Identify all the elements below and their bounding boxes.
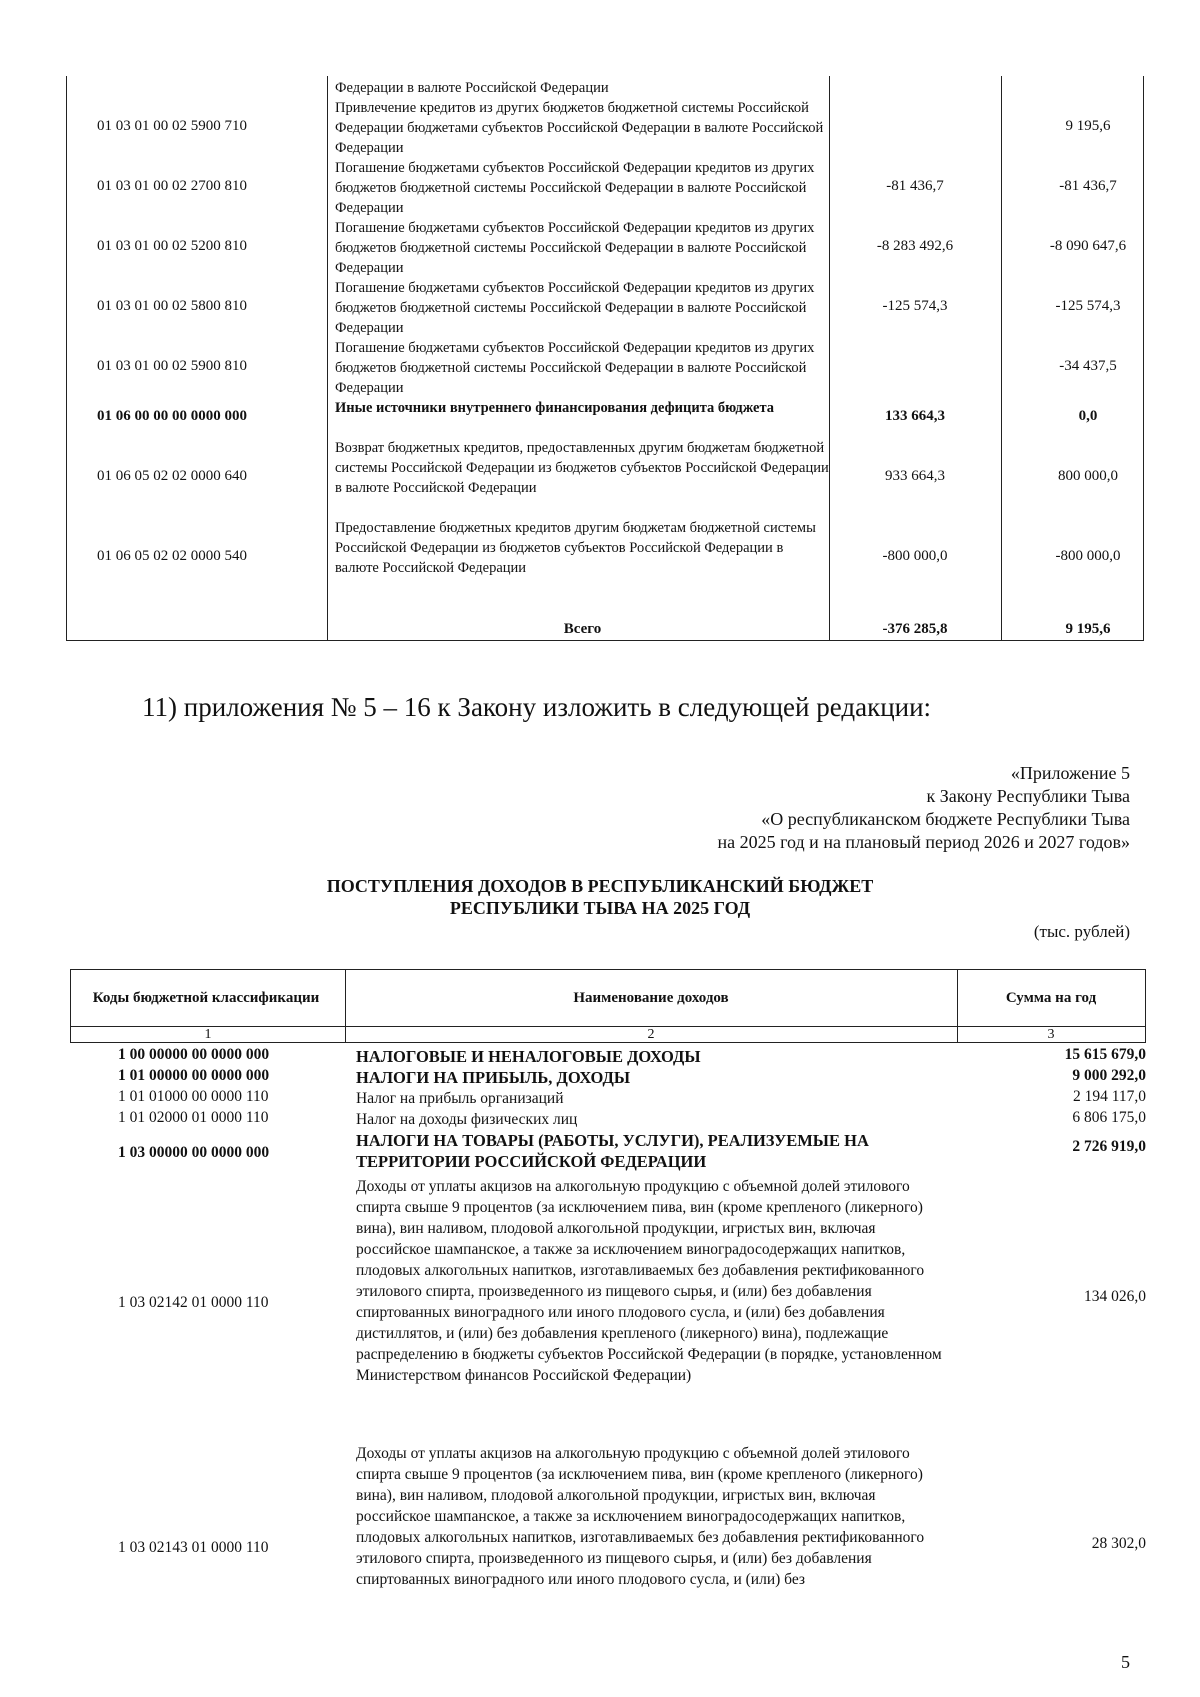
column-number: 2: [647, 1027, 655, 1042]
page-number: 5: [1121, 1652, 1130, 1672]
row-name: Иные источники внутреннего финансирования дефицита бюджета: [335, 400, 775, 416]
row-name: Погашение бюджетами субъектов Российской Федерации кредитов из других бюджетов бюджетной системы Российской Федерации в валюте Российской Федерации: [335, 280, 815, 336]
document-title: ПОСТУПЛЕНИЯ ДОХОДОВ В РЕСПУБЛИКАНСКИЙ БЮДЖЕТ: [326, 876, 874, 896]
row-name: Возврат бюджетных кредитов, предоставленных другим бюджетам бюджетной системы Российской Федерации из бюджетов субъектов Российской Федерации в валюте Российской Федерации: [335, 440, 829, 496]
table-row: [67, 158, 1143, 218]
row-value-2025: -34 437,5: [1059, 358, 1117, 374]
row-code: 1 01 02000 01 0000 110: [118, 1109, 269, 1126]
row-code: 1 00 00000 00 0000 000: [118, 1046, 270, 1063]
table-row: [67, 338, 1143, 398]
row-sum: 134 026,0: [1084, 1288, 1146, 1305]
row-code: 1 01 00000 00 0000 000: [118, 1067, 270, 1084]
row-code: 01 06 05 02 02 0000 640: [97, 468, 247, 484]
row-name: Погашение бюджетами субъектов Российской Федерации кредитов из других бюджетов бюджетной системы Российской Федерации в валюте Российской Федерации: [335, 340, 815, 396]
units-label: (тыс. рублей): [1033, 922, 1130, 941]
row-code: 01 03 01 00 02 5900 810: [97, 358, 247, 374]
column-number: 3: [1047, 1027, 1055, 1042]
table-row: [67, 278, 1143, 338]
row-value-2025: -125 574,3: [1055, 298, 1121, 314]
row-value-2024: -8 283 492,6: [876, 238, 954, 254]
appendix-line: к Закону Республики Тыва: [926, 786, 1130, 806]
row-sum: 2 194 117,0: [1072, 1088, 1146, 1105]
row-value-2025: -8 090 647,6: [1049, 238, 1127, 254]
row-code: 1 03 02142 01 0000 110: [118, 1294, 269, 1311]
total-row: [67, 617, 1143, 641]
appendix-line: на 2025 год и на плановый период 2026 и 2027 годов»: [717, 832, 1130, 852]
table-row: [67, 218, 1143, 278]
row-name: Федерации в валюте Российской Федерации: [335, 80, 609, 96]
table-row: [67, 398, 1143, 438]
document-title: РЕСПУБЛИКИ ТЫВА НА 2025 ГОД: [449, 898, 751, 918]
amendment-text: 11) приложения № 5 – 16 к Закону изложить в следующей редакции:: [142, 692, 932, 722]
row-value-2024: -81 436,7: [886, 178, 944, 194]
row-name: Доходы от уплаты акцизов на алкогольную продукцию с объемной долей этилового спирта свыше 9 процентов (за исключением пива, вин (кроме крепленого (ликерного) вина), вин наливом, плодовой алкогольной продукции, игристых вин, включая российское шампанское, а также за исключением виноградосодержащих напитков, плодовых алкогольных напитков, изготавливаемых без добавления ректификованного этилового спирта, произведенного из пищевого сырья, и (или) без добавления спиртованных виноградного или иного плодового сусла, и (или) без: [356, 1445, 925, 1588]
row-code: 1 03 02143 01 0000 110: [118, 1539, 269, 1556]
table-row: [67, 98, 1143, 158]
row-sum: 2 726 919,0: [1072, 1138, 1146, 1155]
row-value-2025: -81 436,7: [1059, 178, 1117, 194]
row-value-2025: 0,0: [1078, 408, 1098, 424]
row-code: 1 03 00000 00 0000 000: [118, 1144, 270, 1161]
row-code: 01 03 01 00 02 5200 810: [97, 238, 247, 254]
row-value-2024: -800 000,0: [882, 548, 948, 564]
row-value-2025: -800 000,0: [1055, 548, 1121, 564]
appendix-line: «О республиканском бюджете Республики Тыва: [761, 809, 1130, 829]
row-code: 01 03 01 00 02 2700 810: [97, 178, 247, 194]
row-name: Доходы от уплаты акцизов на алкогольную продукцию с объемной долей этилового спирта свыше 9 процентов (за исключением пива, вин (кроме крепленого (ликерного) вина), вин наливом, плодовой алкогольной продукции, игристых вин, включая российское шампанское, а также за исключением виноградосодержащих напитков, плодовых алкогольных напитков, изготавливаемых без добавления ректификованного этилового спирта, произведенного из пищевого сырья, и (или) без добавления спиртованных виноградного или иного плодового сусла, и (или) без добавления дистиллятов, и (или) без добавления крепленого (ликерного) вина), подлежащие распределению в бюджеты субъектов Российской Федерации (в порядке, установленном Министерством финансов Российской Федерации): [356, 1178, 942, 1384]
row-name: Налог на прибыль организаций: [356, 1090, 564, 1107]
row-value-2024: 133 664,3: [885, 408, 945, 424]
header-code: Коды бюджетной классификации: [92, 989, 320, 1006]
row-sum: 28 302,0: [1091, 1535, 1146, 1552]
column-number: 1: [204, 1027, 212, 1042]
appendix-line: «Приложение 5: [1010, 763, 1130, 783]
row-sum: 6 806 175,0: [1072, 1109, 1146, 1126]
table-row: [67, 438, 1143, 518]
sources-table: [66, 76, 1144, 641]
row-name: НАЛОГОВЫЕ И НЕНАЛОГОВЫЕ ДОХОДЫ: [356, 1047, 701, 1066]
row-name: НАЛОГИ НА ПРИБЫЛЬ, ДОХОДЫ: [356, 1068, 631, 1087]
row-code: 1 01 01000 00 0000 110: [118, 1088, 269, 1105]
row-name: Предоставление бюджетных кредитов другим бюджетам бюджетной системы Российской Федерации из бюджетов субъектов Российской Федерации в валюте Российской Федерации: [335, 520, 816, 576]
total-value-2024: -376 285,8: [882, 621, 948, 637]
total-label: Всего: [563, 621, 602, 637]
row-name: Погашение бюджетами субъектов Российской Федерации кредитов из других бюджетов бюджетной системы Российской Федерации в валюте Российской Федерации: [335, 160, 815, 216]
row-code: 01 06 00 00 00 0000 000: [97, 408, 247, 424]
row-value-2024: -125 574,3: [882, 298, 948, 314]
header-name: Наименование доходов: [573, 989, 729, 1006]
row-name: НАЛОГИ НА ТОВАРЫ (РАБОТЫ, УСЛУГИ), РЕАЛИЗУЕМЫЕ НА ТЕРРИТОРИИ РОССИЙСКОЙ ФЕДЕРАЦИИ: [356, 1131, 869, 1171]
row-name: Привлечение кредитов из других бюджетов бюджетной системы Российской Федерации бюджетами субъектов Российской Федерации в валюте Российской Федерации: [335, 100, 824, 156]
row-name: Погашение бюджетами субъектов Российской Федерации кредитов из других бюджетов бюджетной системы Российской Федерации в валюте Российской Федерации: [335, 220, 815, 276]
row-code: 01 03 01 00 02 5900 710: [97, 118, 247, 134]
row-name: Налог на доходы физических лиц: [356, 1111, 578, 1128]
row-value-2024: 933 664,3: [885, 468, 945, 484]
row-sum: 15 615 679,0: [1064, 1046, 1146, 1063]
income-table-header: [70, 969, 1146, 1043]
row-value-2025: 800 000,0: [1058, 468, 1118, 484]
header-sum: Сумма на год: [1005, 989, 1097, 1006]
table-row: [67, 518, 1143, 598]
row-code: 01 06 05 02 02 0000 540: [97, 548, 247, 564]
row-value-2025: 9 195,6: [1065, 118, 1111, 134]
total-value-2025: 9 195,6: [1065, 621, 1111, 637]
row-code: 01 03 01 00 02 5800 810: [97, 298, 247, 314]
row-sum: 9 000 292,0: [1072, 1067, 1146, 1084]
